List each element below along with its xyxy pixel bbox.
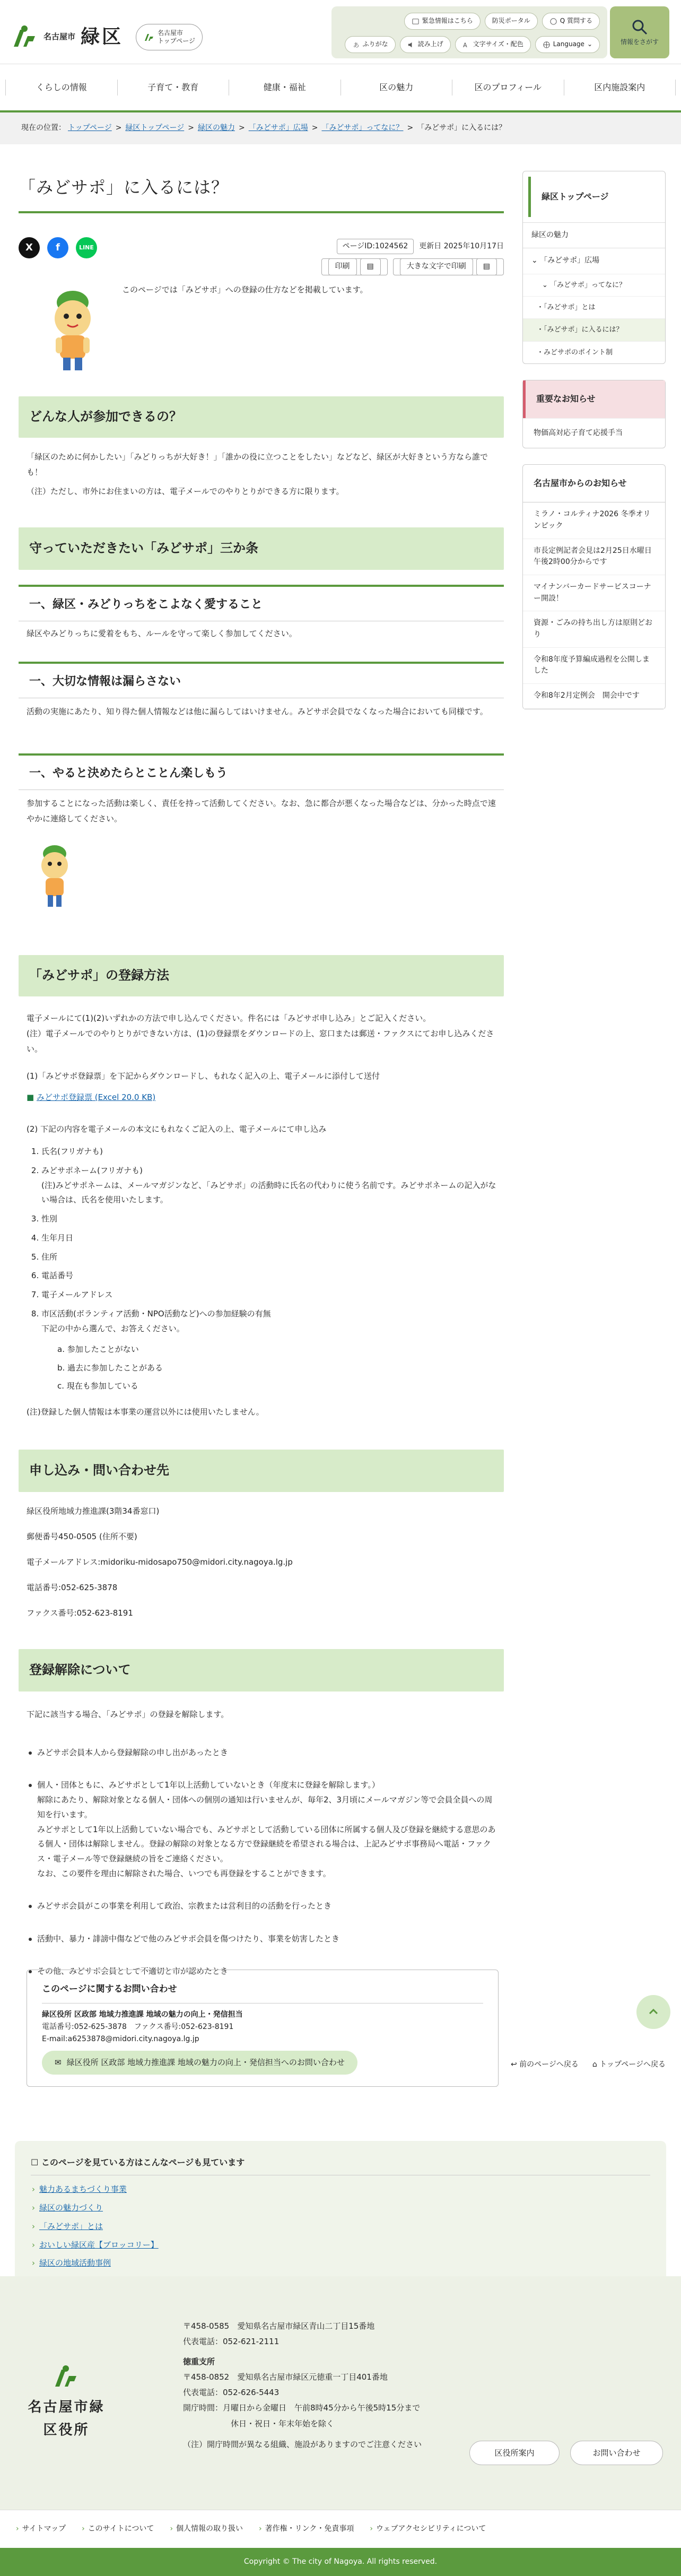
furigana-button[interactable]: あ ふりがな [345,36,396,53]
page-meta [337,239,504,254]
emergency-button[interactable]: 緊急情報はこちら [404,13,481,30]
contact-title: このページに関するお問い合わせ [42,1982,483,2003]
global-nav [0,64,681,112]
section-heading: 申し込み・問い合わせ先 [19,1450,504,1492]
subsection-heading: 一、やると決めたらとことん楽しもう [19,753,504,790]
question-icon [549,18,557,25]
news-link[interactable]: 市長定例記者会見は2月25日水曜日午後2時00分からです [523,539,665,575]
related-pages [15,2141,666,2290]
intro-text: このページでは「みどサポ」への登録の仕方などを掲載しています。 [122,285,368,294]
line-share-icon[interactable]: LINE [76,237,97,258]
mail-icon: ✉ [55,2058,62,2068]
sidebar-item[interactable]: ⌄ 「みどサポ」ってなに？ [523,274,665,296]
language-button[interactable]: Language ⌄ [535,36,600,53]
important-notice [522,380,666,448]
related-link[interactable]: 緑区の魅力づくり [39,2203,103,2213]
news-link[interactable]: ミラノ・コルティナ2026 冬季オリンピック [523,502,665,539]
nagoya-mini-logo-icon [144,32,154,42]
footer-link[interactable]: › ウェブアクセシビリティについて [370,2523,486,2535]
gnav-item[interactable]: 区の魅力 [340,80,452,96]
section-heading: どんな人が参加できるの？ [19,396,504,438]
share-buttons [19,237,97,258]
gnav-item[interactable]: 子育て・教育 [117,80,229,96]
notice-title: 重要なお知らせ [523,380,665,418]
list-item: 個人・団体ともに、みどサポとして1年以上活動していないとき（年度末に登録を解除します。） 解除にあたり、解除対象となる個人・団体への個別の通知は行いませんが、毎年2、3月頃にメールマガジン等で会員全員への周知を行います。 みどサポとして1年以上活動していない場合でも、みどサポとして活動している団体に所属する個人及び登録を継続する意思のある個人・団体は解除しません。登録の解除の対象となる方で登録継続を希望される場合は、上記みどサポ事務局へ電話・ファクス・電子メール等で登録継続の旨をご連絡ください。 なお、この要件を理由に解除された場合、いつでも再登録をすることができます。 [27,1778,499,1881]
footer-link[interactable]: › 個人情報の取り扱い [170,2523,243,2535]
contact-form-button[interactable]: ✉ 緑区役所 区政部 地域力推進課 地域の魅力の向上・発信担当へのお問い合わせ [42,2051,357,2075]
download-excel-link[interactable]: みどサポ登録票 (Excel 20.0 KB) [36,1092,156,1102]
news-link[interactable]: マイナンバーカードサービスコーナー開設！ [523,575,665,611]
notice-link[interactable]: 物価高対応子育て応援手当 [523,418,665,448]
sidebar-item-current[interactable]: ・「みどサポ」に入るには？ [523,318,665,341]
font-size-icon [462,41,470,49]
midoricchi-mascot-image [28,842,81,911]
breadcrumb-link[interactable]: 緑区トップページ [125,124,185,133]
list-item: 活動中、暴力・誹謗中傷などで他のみどサポ会員を傷つけたり、事業を妨害したとき [27,1932,499,1947]
list-item: 2. みどサポネーム(フリガナも) (注)みどサポネームは、メールマガジンなど、「みどサポ」の活動時に氏名の代わりに使う名前です。みどサポネームの記入がない場合は、氏名を使用いたします。 [41,1164,499,1208]
search-icon [631,18,649,36]
list-item: 6. 電話番号 [41,1269,499,1283]
section-heading: 「みどサポ」の登録方法 [19,955,504,996]
back-links [511,2059,666,2071]
x-share-icon[interactable]: X [19,237,40,258]
print-large-button[interactable]: 大きな文字で印刷 ▤ [393,258,504,275]
breadcrumb-link[interactable]: 「みどサポ」ってなに？ [321,124,404,133]
back-arrow-icon: ↩ [510,2060,520,2069]
sidebar-item[interactable]: 緑区の魅力 [523,222,665,248]
news-link[interactable]: 令和8年2月定例会 開会中です [523,684,665,709]
ask-question-button[interactable]: Q 質問する [542,13,600,30]
font-size-color-button[interactable]: A 文字サイズ・配色 [455,36,531,53]
footer-link[interactable]: › サイトマップ [16,2523,66,2535]
subsection-heading: 一、大切な情報は漏らさない [19,662,504,698]
cancel-conditions [27,1731,499,1997]
office-guide-button[interactable]: 区役所案内 [469,2441,560,2465]
list-item [31,2201,650,2215]
prev-page-link[interactable]: ↩ 前のページへ戻る [510,2060,579,2069]
breadcrumb-current: 「みどサポ」に入るには？ [417,124,507,133]
chevron-up-icon [647,2006,660,2018]
alert-icon [412,18,420,25]
top-page-link[interactable]: ⌂ トップページへ戻る [592,2060,666,2069]
back-to-top-button[interactable] [636,1995,670,2029]
related-link[interactable]: 魅力あるまちづくり事業 [39,2184,127,2195]
utility-toolbar [331,6,607,58]
sidebar-top-link[interactable]: 緑区トップページ [528,177,660,217]
chevron-down-icon: ⌄ [587,40,592,48]
registration-items [27,1144,499,1400]
footer-link[interactable]: › このサイトについて [82,2523,154,2535]
news-title: 名古屋市からのお知らせ [523,465,665,502]
sidebar-item[interactable]: ⌄ 「みどサポ」広場 [523,248,665,273]
sidebar [522,171,666,725]
chat-icon: ☐ [31,2157,41,2167]
list-item [31,2220,650,2233]
city-news [522,464,666,709]
disaster-portal-button[interactable]: 防災ポータル [485,13,538,30]
footer-logo: 名古屋市緑区役所 [24,2365,109,2442]
globe-icon [543,41,551,49]
list-item: みどサポ会員本人から登録解除の申し出があったとき [27,1746,499,1760]
gnav-item[interactable]: 区のプロフィール [452,80,564,96]
svg-text:A: A [462,41,467,49]
related-link[interactable]: 「みどサポ」とは [39,2221,103,2231]
section-heading: 登録解除について [19,1649,504,1692]
nagoya-logo-icon [53,2365,80,2389]
site-header [0,0,681,64]
list-item: 5. 住所 [41,1250,499,1265]
breadcrumb-link[interactable]: 「みどサポ」広場 [248,124,308,133]
excel-file-icon: ■ [27,1092,37,1102]
breadcrumb-link[interactable]: 緑区の魅力 [197,124,235,133]
updated-date: 更新日 2025年10月17日 [419,242,504,250]
breadcrumb-link[interactable]: トップページ [68,124,112,133]
ruby-icon [352,41,360,49]
chevron-down-icon: ⌄ [531,256,540,265]
news-link[interactable]: 資源・ごみの持ち出し方は原則どおり [523,611,665,647]
list-item: 3. 性別 [41,1212,499,1227]
copyright: Copyright © The city of Nagoya. All rights reserved. [0,2548,681,2576]
list-item [31,2257,650,2270]
related-title: ☐ このページを見ている方はこんなページも見ています [31,2156,650,2175]
breadcrumb: 現在の位置： トップページ > 緑区トップページ > 緑区の魅力 > 「みどサポ」広場 > 「みどサポ」ってなに？ > 「みどサポ」に入るには？ [0,112,681,144]
nagoya-top-link[interactable]: 名古屋市 トップページ [136,24,203,50]
city-name: 名古屋市 [43,32,76,42]
read-aloud-button[interactable]: 読み上げ [400,36,451,53]
facebook-share-icon[interactable]: f [47,237,68,258]
list-item [31,2183,650,2196]
list-item: その他、みどサポ会員として不適切と市が認めたとき [27,1964,499,1979]
list-item [31,2239,650,2252]
print-button[interactable]: 印刷 ▤ [321,258,388,275]
sidebar-item[interactable]: ・「みどサポ」とは [523,296,665,318]
gnav-item[interactable]: 区内施設案内 [564,80,676,96]
site-footer [0,2276,681,2510]
midoricchi-mascot-image [34,287,111,374]
contact-box: このページに関するお問い合わせ 緑区役所 区政部 地域力推進課 地域の魅力の向上・発信担当 電話番号:052-625-3878 ファクス番号:052-623-8191 E-mail:a6253878@midori.city.nagoya.lg.jp ✉ 緑区役所 区政部 地域力推進課 地域の魅力の向上・発信担当へのお問い合わせ [27,1970,499,2087]
related-link[interactable]: おいしい緑区産【ブロッコリー】 [39,2240,159,2250]
local-nav [522,171,666,364]
nagoya-logo-icon [12,25,38,49]
news-link[interactable]: 令和8年度予算編成過程を公開しました [523,648,665,684]
ward-name: 緑区 [81,26,124,48]
chevron-down-icon: ⌄ [542,281,551,289]
section-heading: 守っていただきたい「みどサポ」三か条 [19,527,504,570]
footer-link[interactable]: › 著作権・リンク・免責事項 [259,2523,354,2535]
gnav-item[interactable]: 健康・福祉 [229,80,340,96]
printer-icon: ▤ [476,258,497,275]
printer-icon: ▤ [360,258,381,275]
svg-text:あ: あ [353,41,359,49]
speaker-icon [407,41,415,49]
list-item: みどサポ会員がこの事業を利用して政治、宗教または営利目的の活動を行ったとき [27,1899,499,1914]
list-item: 4. 生年月日 [41,1231,499,1246]
footer-info: 〒458-0585 愛知県名古屋市緑区青山二丁目15番地 代表電話：052-621-2111 徳重支所 〒458-0852 愛知県名古屋市緑区元徳重一丁目401番地 代表電話：052-626-5443 開庁時間：月曜日から金曜日 午前8時45分から午後5時15分まで 休日・祝日・年末年始を除く （注）開庁時間が異なる組織、施設がありますのでご注意ください [183,2321,422,2449]
sidebar-item[interactable]: ・みどサポのポイント制 [523,341,665,363]
site-logo[interactable] [12,21,203,53]
gnav-item[interactable]: くらしの情報 [5,80,117,96]
page-id: ページID:1024562 [337,239,414,254]
page-title: 「みどサポ」に入るには？ [19,174,504,213]
list-item: 1. 氏名(フリガナも) [41,1144,499,1159]
contact-button[interactable]: お問い合わせ [570,2441,663,2465]
search-info-button[interactable]: 情報をさがす [610,6,669,58]
related-link[interactable]: 緑区の地域活動事例 [39,2258,111,2268]
subsection-heading: 一、緑区・みどりっちをこよなく愛すること [19,585,504,621]
home-icon: ⌂ [592,2060,600,2069]
list-item: 7. 電子メールアドレス [41,1288,499,1303]
footer-nav [0,2510,681,2548]
list-item: 8. 市区活動(ボランティア活動・NPO活動など)への参加経験の有無 下記の中から選んで、お答えください。 a. 参加したことがない b. 過去に参加したことがある c. 現在も参加している [41,1307,499,1395]
